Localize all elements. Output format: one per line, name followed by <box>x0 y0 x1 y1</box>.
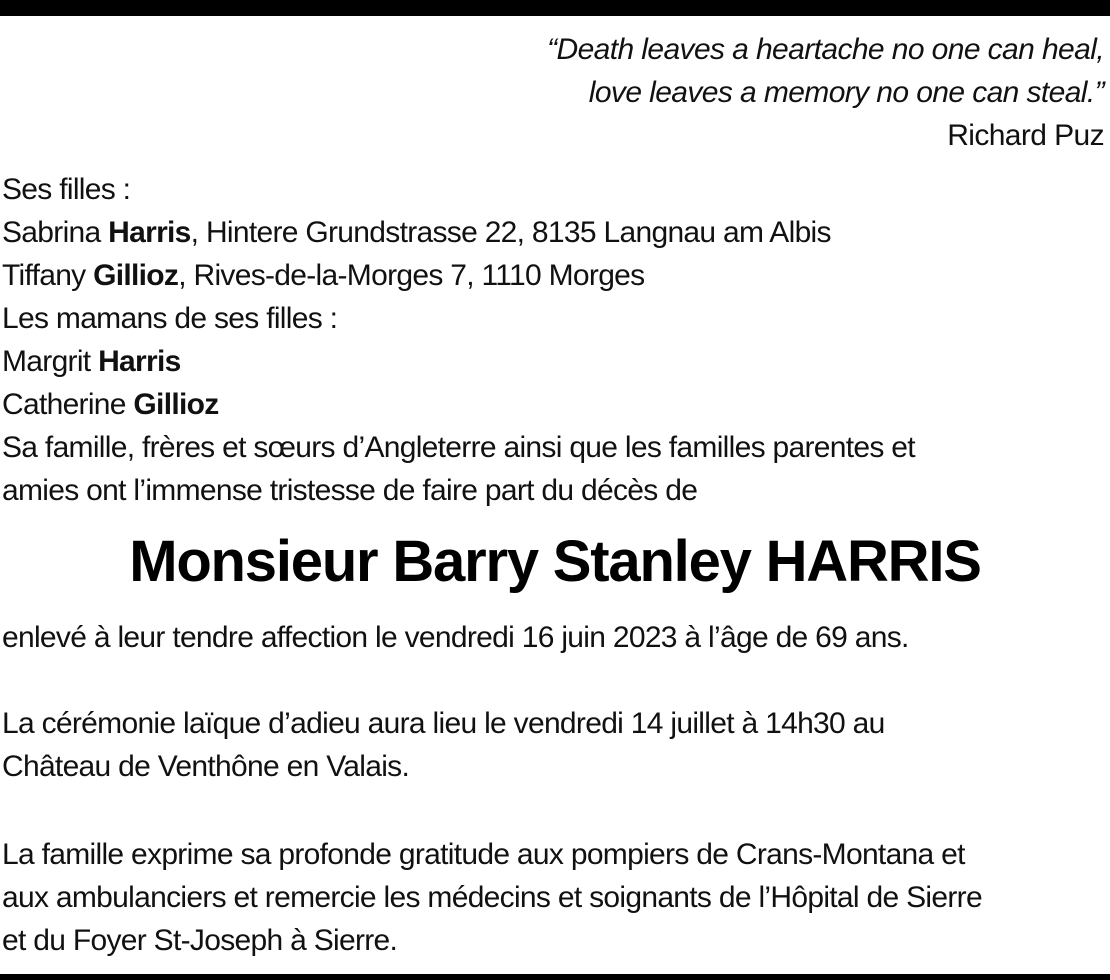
family-list <box>2 168 1102 512</box>
deceased-name: Monsieur Barry Stanley HARRIS <box>129 529 981 594</box>
daughter-2-first-name: Tiffany <box>2 259 94 292</box>
epigraph-quote <box>547 28 1104 157</box>
daughter-2-address: , Rives-de-la-Morges 7, 1110 Morges <box>178 259 645 292</box>
daughter-entry-1 <box>2 211 1102 254</box>
daughter-1-address: , Hintere Grundstrasse 22, 8135 Langnau am Albis <box>190 216 831 249</box>
mother-entry-1 <box>2 340 1102 383</box>
daughter-2-last-name: Gillioz <box>93 259 179 292</box>
daughters-heading: Ses filles : <box>2 173 131 206</box>
gratitude-message <box>2 833 1110 962</box>
bottom-border-rule <box>0 974 1110 980</box>
ceremony-info <box>2 702 1110 788</box>
gratitude-line-1: La famille exprime sa profonde gratitude aux pompiers de Crans-Montana et <box>2 838 965 871</box>
death-notice: enlevé à leur tendre affection le vendredi 16 juin 2023 à l’âge de 69 ans. <box>2 621 909 654</box>
mother-1-last-name: Harris <box>98 345 181 378</box>
ceremony-line-1: La cérémonie laïque d’adieu aura lieu le vendredi 14 juillet à 14h30 au <box>2 707 885 740</box>
top-border-rule <box>0 0 1110 16</box>
gratitude-line-3: et du Foyer St-Joseph à Sierre. <box>2 924 398 957</box>
gratitude-line-2: aux ambulanciers et remercie les médecins et soignants de l’Hôpital de Sierre <box>2 881 982 914</box>
mother-entry-2 <box>2 383 1102 426</box>
mother-2-first-name: Catherine <box>2 388 134 421</box>
mother-2-last-name: Gillioz <box>133 388 219 421</box>
quote-line-1: “Death leaves a heartache no one can heal, <box>547 33 1104 66</box>
daughter-entry-2 <box>2 254 1102 297</box>
ceremony-line-2: Château de Venthône en Valais. <box>2 750 410 783</box>
quote-line-2: love leaves a memory no one can steal.” <box>588 76 1104 109</box>
announcement-line-2: amies ont l’immense tristesse de faire part du décès de <box>2 474 698 507</box>
mother-1-first-name: Margrit <box>2 345 99 378</box>
quote-author: Richard Puz <box>947 119 1104 152</box>
announcement-line-1: Sa famille, frères et sœurs d’Angleterre ainsi que les familles parentes et <box>2 431 915 464</box>
daughter-1-last-name: Harris <box>108 216 191 249</box>
mothers-heading: Les mamans de ses filles : <box>2 302 338 335</box>
daughter-1-first-name: Sabrina <box>2 216 109 249</box>
